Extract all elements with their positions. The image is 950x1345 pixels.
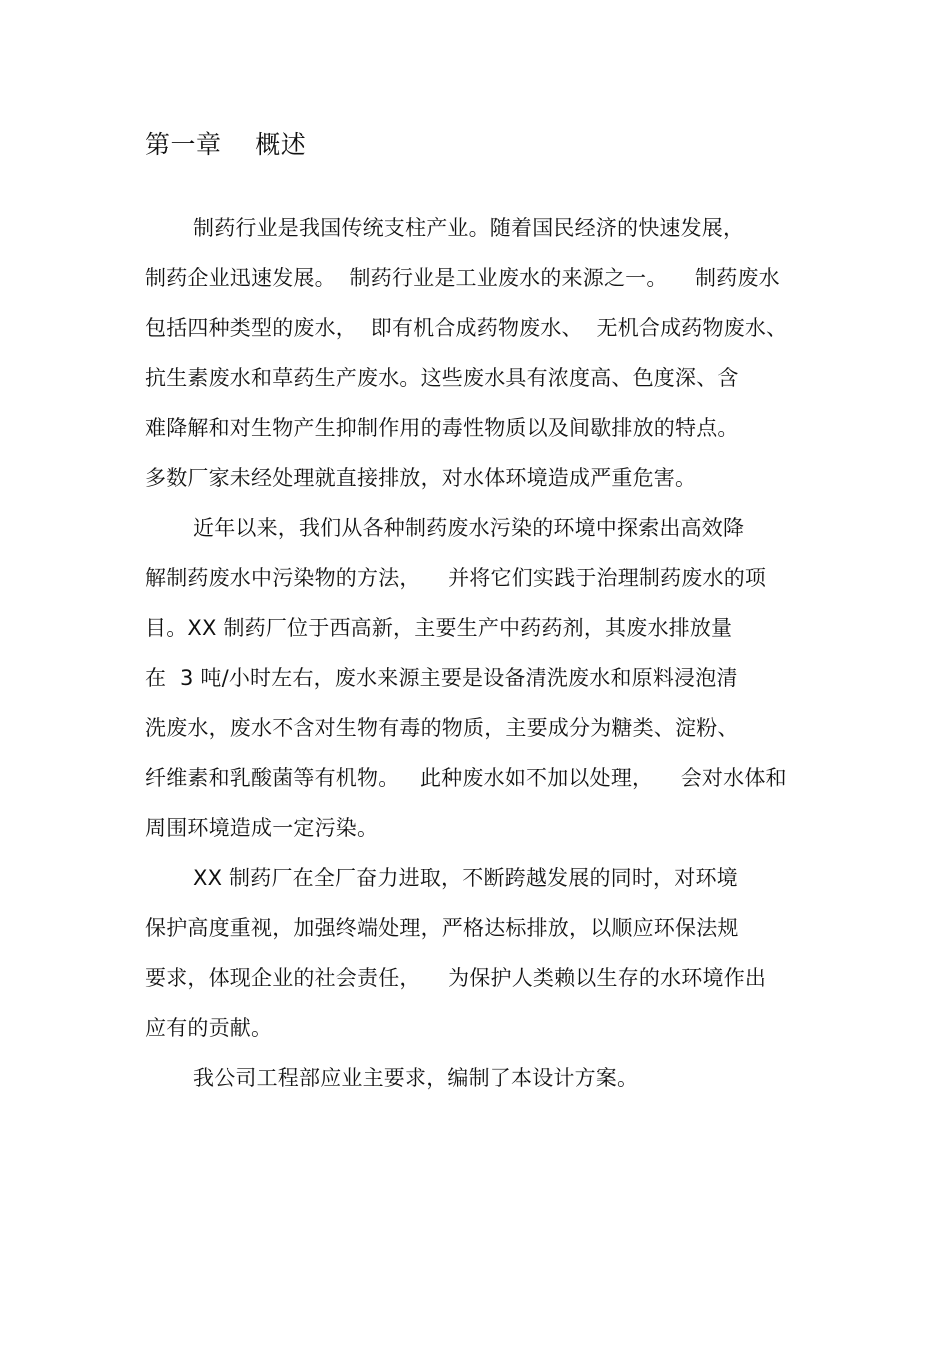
paragraph-2-line-7: 周围环境造成一定污染。 xyxy=(145,816,379,840)
paragraph-1-line-2: 制药企业迅速发展。 制药行业是工业废水的来源之一。 制药废水 xyxy=(145,266,780,290)
paragraph-1-line-1: 制药行业是我国传统支柱产业。随着国民经济的快速发展， xyxy=(193,216,745,240)
paragraph-2-line-2: 解制药废水中污染物的方法， 并将它们实践于治理制药废水的项 xyxy=(145,566,767,590)
paragraph-1-line-3: 包括四种类型的废水， 即有机合成药物废水、 无机合成药物废水、 xyxy=(145,316,788,340)
paragraph-1-line-6: 多数厂家未经处理就直接排放，对水体环境造成严重危害。 xyxy=(145,466,697,490)
paragraph-1-line-4: 抗生素废水和草药生产废水。这些废水具有浓度高、色度深、含 xyxy=(145,366,739,390)
chapter-title: 第一章 概述 xyxy=(145,130,307,159)
paragraph-2-line-6: 纤维素和乳酸菌等有机物。 此种废水如不加以处理， 会对水体和 xyxy=(145,766,787,790)
paragraph-2-line-4: 在 3 吨/小时左右，废水来源主要是设备清洗废水和原料浸泡清 xyxy=(145,666,738,690)
paragraph-3-line-1: XX 制药厂在全厂奋力进取，不断跨越发展的同时，对环境 xyxy=(193,866,738,890)
paragraph-1-line-5: 难降解和对生物产生抑制作用的毒性物质以及间歇排放的特点。 xyxy=(145,416,739,440)
paragraph-3-line-2: 保护高度重视，加强终端处理，严格达标排放，以顺应环保法规 xyxy=(145,916,739,940)
paragraph-2-line-5: 洗废水，废水不含对生物有毒的物质，主要成分为糖类、淀粉、 xyxy=(145,716,739,740)
paragraph-3-line-4: 应有的贡献。 xyxy=(145,1016,273,1040)
paragraph-2-line-3: 目。XX 制药厂位于西高新，主要生产中药药剂，其废水排放量 xyxy=(145,616,733,640)
paragraph-2-line-1: 近年以来，我们从各种制药废水污染的环境中探索出高效降 xyxy=(193,516,745,540)
paragraph-4-line-1: 我公司工程部应业主要求，编制了本设计方案。 xyxy=(193,1066,639,1090)
paragraph-3-line-3: 要求，体现企业的社会责任， 为保护人类赖以生存的水环境作出 xyxy=(145,966,767,990)
